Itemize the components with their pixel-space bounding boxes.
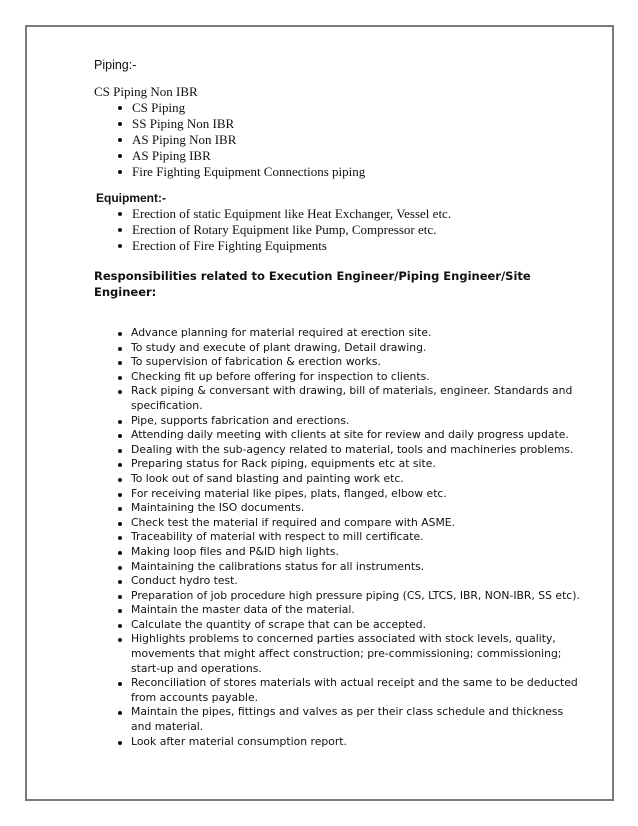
list-item: Erection of Rotary Equipment like Pump, Compressor etc. (116, 222, 594, 238)
piping-label: Piping:- (94, 58, 137, 72)
list-item: SS Piping Non IBR (116, 116, 594, 132)
equipment-label: Equipment:- (96, 191, 166, 205)
list-item: AS Piping Non IBR (116, 132, 594, 148)
list-item: Traceability of material with respect to mill certificate. (116, 530, 586, 545)
list-item: Calculate the quantity of scrape that can be accepted. (116, 618, 586, 633)
document-content (94, 57, 594, 749)
list-item: Advance planning for material required at erection site. (116, 326, 586, 341)
list-item: Pipe, supports fabrication and erections. (116, 414, 586, 429)
responsibilities-heading: Responsibilities related to Execution Engineer/Piping Engineer/Site Engineer: (94, 269, 531, 299)
piping-list (116, 100, 594, 180)
list-item: Maintain the master data of the material. (116, 603, 586, 618)
list-item: CS Piping (116, 100, 594, 116)
list-item: Maintaining the ISO documents. (116, 501, 586, 516)
list-item: Reconciliation of stores materials with actual receipt and the same to be deducted from accounts payable. (116, 676, 586, 705)
document-page (25, 25, 614, 801)
list-item: Check test the material if required and compare with ASME. (116, 516, 586, 531)
list-item: Preparing status for Rack piping, equipments etc at site. (116, 457, 586, 472)
list-item: To supervision of fabrication & erection works. (116, 355, 586, 370)
list-item: For receiving material like pipes, plats, flanged, elbow etc. (116, 487, 586, 502)
equipment-list (116, 206, 594, 254)
list-item: Maintaining the calibrations status for all instruments. (116, 560, 586, 575)
cs-piping-heading: CS Piping Non IBR (94, 84, 198, 99)
list-item: Look after material consumption report. (116, 735, 586, 750)
list-item: Maintain the pipes, fittings and valves as per their class schedule and thickness and material. (116, 705, 586, 734)
list-item: Making loop files and P&ID high lights. (116, 545, 586, 560)
list-item: Fire Fighting Equipment Connections piping (116, 164, 594, 180)
list-item: Rack piping & conversant with drawing, bill of materials, engineer. Standards and specification. (116, 384, 586, 413)
list-item: Highlights problems to concerned parties associated with stock levels, quality, movements that might affect construction; pre-commissioning; commissioning; start-up and operations. (116, 632, 586, 676)
list-item: Preparation of job procedure high pressure piping (CS, LTCS, IBR, NON-IBR, SS etc). (116, 589, 586, 604)
list-item: AS Piping IBR (116, 148, 594, 164)
list-item: Dealing with the sub-agency related to material, tools and machineries problems. (116, 443, 586, 458)
responsibilities-list (116, 326, 586, 749)
list-item: Checking fit up before offering for inspection to clients. (116, 370, 586, 385)
list-item: To look out of sand blasting and painting work etc. (116, 472, 586, 487)
list-item: Erection of Fire Fighting Equipments (116, 238, 594, 254)
list-item: To study and execute of plant drawing, Detail drawing. (116, 341, 586, 356)
list-item: Attending daily meeting with clients at site for review and daily progress update. (116, 428, 586, 443)
list-item: Conduct hydro test. (116, 574, 586, 589)
list-item: Erection of static Equipment like Heat Exchanger, Vessel etc. (116, 206, 594, 222)
